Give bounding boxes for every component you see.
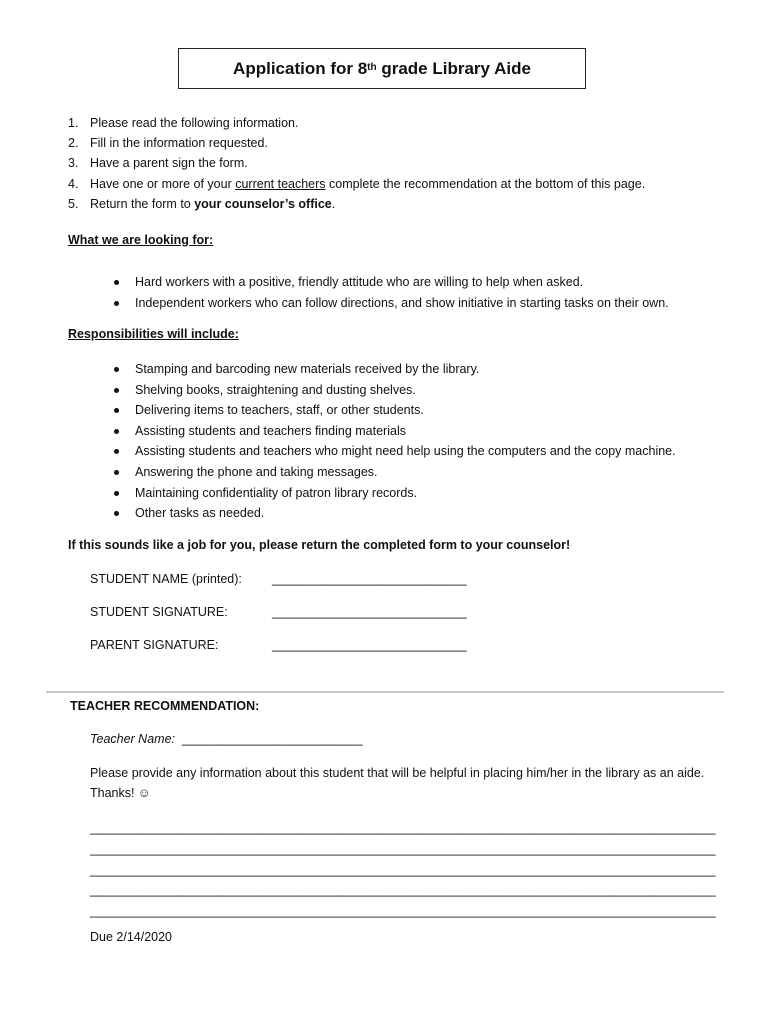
teacher-name-field[interactable]: __________________________ — [181, 732, 363, 746]
instruction-list — [68, 113, 645, 214]
student-name-row — [90, 572, 467, 586]
parent-signature-field[interactable]: ____________________________ — [272, 638, 467, 652]
recommendation-line[interactable]: ______________________________________________________________________________________________ — [90, 904, 716, 919]
current-teachers-emphasis: current teachers — [235, 176, 326, 191]
step-number: 5. — [68, 196, 79, 211]
list-item: Maintaining confidentiality of patron library records. — [111, 483, 676, 504]
list-item: Independent workers who can follow directions, and show initiative in starting tasks on their own. — [111, 293, 669, 314]
step-text: complete the recommendation at the bottom of this page. — [325, 176, 646, 191]
recommendation-line[interactable]: ______________________________________________________________________________________________ — [90, 862, 716, 877]
page-title — [178, 48, 586, 89]
list-item: Assisting students and teachers who might need help using the computers and the copy machine. — [111, 441, 676, 462]
teacher-recommendation-heading: TEACHER RECOMMENDATION: — [70, 699, 260, 713]
step-text: Fill in the information requested. — [90, 136, 268, 151]
parent-signature-row — [90, 638, 467, 652]
step-text: . — [331, 196, 336, 211]
student-signature-field[interactable]: ____________________________ — [272, 605, 467, 619]
step-text: Have a parent sign the form. — [90, 156, 248, 171]
instruction-item — [68, 174, 645, 194]
return-form-callout: If this sounds like a job for you, please return the completed form to your counselor! — [68, 538, 571, 552]
list-item: Delivering items to teachers, staff, or other students. — [111, 400, 676, 421]
section-divider — [46, 691, 724, 693]
title-superscript: th — [367, 62, 377, 73]
recommendation-line[interactable]: ______________________________________________________________________________________________ — [90, 841, 716, 856]
recommendation-line[interactable]: ______________________________________________________________________________________________ — [90, 883, 716, 898]
step-number: 3. — [68, 156, 79, 171]
parent-signature-label: PARENT SIGNATURE: — [90, 638, 219, 652]
recommendation-lines — [90, 818, 715, 922]
instruction-item — [68, 194, 645, 214]
student-name-label: STUDENT NAME (printed): — [90, 572, 242, 586]
step-text: Please read the following information. — [90, 116, 299, 130]
list-item: Stamping and barcoding new materials received by the library. — [111, 359, 676, 380]
step-number: 4. — [68, 176, 79, 191]
list-item: Assisting students and teachers finding materials — [111, 421, 676, 442]
list-item: Other tasks as needed. — [111, 503, 676, 524]
due-date: Due 2/14/2020 — [90, 930, 173, 944]
list-item: Shelving books, straightening and dusting shelves. — [111, 380, 676, 401]
recommendation-line[interactable]: ______________________________________________________________________________________________ — [90, 821, 716, 835]
instruction-item — [68, 133, 645, 153]
instruction-item — [68, 153, 645, 173]
list-item: Answering the phone and taking messages. — [111, 462, 676, 483]
step-number: 2. — [68, 136, 79, 151]
instruction-item — [68, 113, 645, 133]
looking-for-heading: What we are looking for: — [68, 233, 214, 247]
list-item: Hard workers with a positive, friendly attitude who are willing to help when asked. — [111, 272, 669, 293]
counselor-office-emphasis: your counselor’s office — [194, 196, 332, 211]
looking-for-list — [111, 272, 669, 313]
step-number: 1. — [68, 116, 79, 130]
student-name-field[interactable]: ____________________________ — [272, 572, 467, 586]
step-text: Have one or more of your — [90, 176, 236, 191]
step-text: Return the form to — [90, 196, 195, 211]
title-prefix: Application for 8 — [233, 58, 368, 78]
responsibilities-heading: Responsibilities will include: — [68, 327, 239, 341]
student-signature-row — [90, 605, 467, 619]
title-suffix: grade Library Aide — [376, 58, 531, 78]
responsibilities-list — [111, 359, 676, 524]
recommendation-prompt: Please provide any information about this student that will be helpful in placing him/her in the library as an aide. Thanks! ☺ — [90, 766, 705, 800]
teacher-name-row — [90, 732, 363, 746]
teacher-name-label: Teacher Name: — [90, 732, 175, 746]
student-signature-label: STUDENT SIGNATURE: — [90, 605, 228, 619]
